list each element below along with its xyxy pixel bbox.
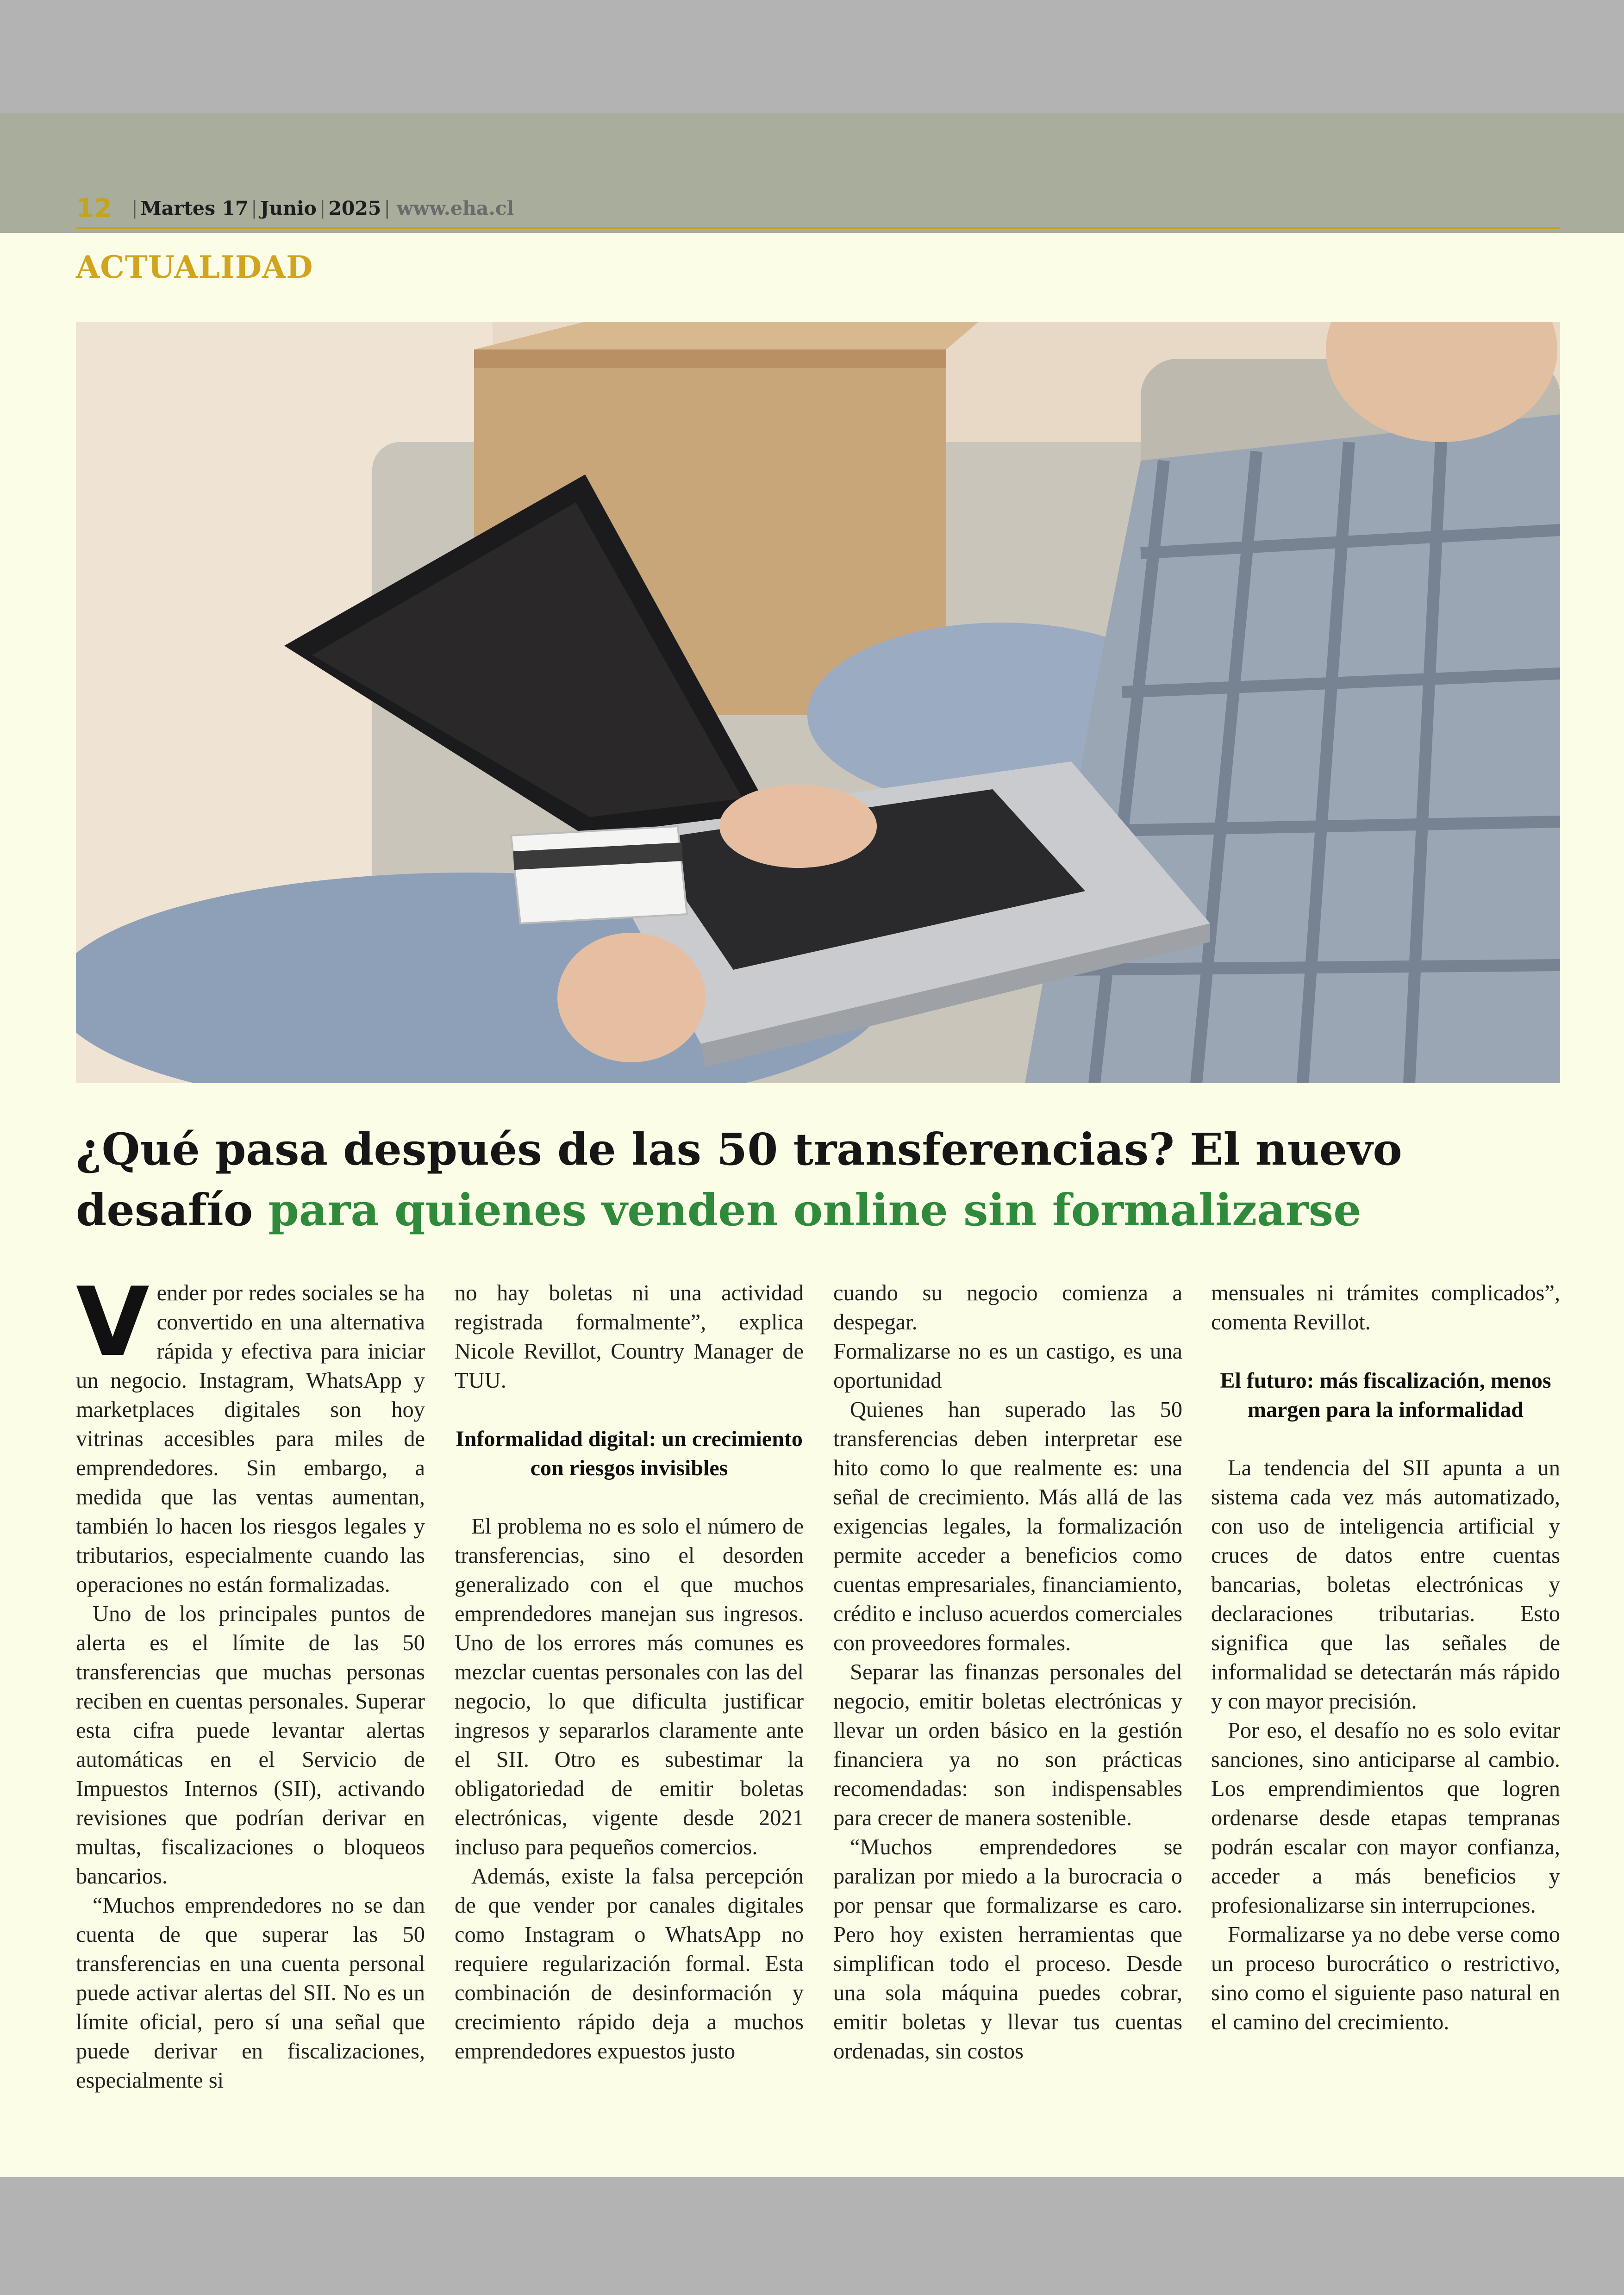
article-paragraph: cuando su negocio comienza a despegar. [833, 1281, 1182, 1335]
folio-separator: | [251, 198, 257, 219]
folio-line [76, 194, 514, 222]
paragraph-text: ender por redes sociales se ha convertido en una alternativa rápida y efectiva para iniciar un negocio. Instagram, WhatsApp y marketplaces digitales son hoy vitrinas accesibles para miles de emprendedores. Sin embargo, a medida que las ventas aumentan, también lo hacen los riesgos legales y tributarios, especialmente cuando las operaciones no están formalizadas. [76, 1281, 425, 1597]
folio-weekday: Martes 17 [140, 197, 249, 219]
article-subhead: Informalidad digital: un crecimiento con riesgos invisibles [456, 1427, 803, 1480]
hero-photo [76, 322, 1560, 1083]
article-paragraph: “Muchos emprendedores se paralizan por miedo a la burocracia o por pensar que formalizarse es caro. Pero hoy existen herramientas que simplifican todo el proceso. Desde una sola máquina puedes cobrar, emitir boletas y llevar tus cuentas ordenadas, sin costos [833, 1835, 1182, 2064]
folio-website-link[interactable]: www.eha.cl [396, 197, 514, 219]
headline-accent: para quienes venden online sin formalizarse [268, 1185, 1362, 1236]
article-column-2 [455, 1278, 804, 2066]
folio-separator: | [131, 198, 138, 219]
article-subhead: El futuro: más fiscalización, menos margen para la informalidad [1220, 1368, 1551, 1422]
folio-separator: | [384, 198, 390, 219]
folio-separator: | [319, 198, 326, 219]
headline [76, 1119, 1560, 1241]
headline-main: ¿Qué pasa después de las 50 transferencias? El nuevo desafío [76, 1124, 1402, 1236]
article-paragraph: Además, existe la falsa percepción de que vender por canales digitales como Instagram o WhatsApp no requiere regularización formal. Esta combinación de desinformación y crecimiento rápido deja a muchos emprendedores expuestos justo [455, 1864, 804, 2064]
article-paragraph: Uno de los principales puntos de alerta es el límite de las 50 transferencias que muchas personas reciben en cuentas personales. Superar esta cifra puede levantar alertas automáticas en el Servicio de Impuestos Internos (SII), activando revisiones que podrían derivar en multas, fiscalizaciones o bloqueos bancarios. [76, 1602, 425, 1889]
article-paragraph: Por eso, el desafío no es solo evitar sanciones, sino anticiparse al cambio. Los emprendimientos que logren ordenarse desde etapas tempranas podrán escalar con mayor confianza, acceder a más beneficios y profesionalizarse sin interrupciones. [1211, 1718, 1560, 1918]
article-paragraph: “Muchos emprendedores no se dan cuenta de que superar las 50 transferencias en una cuenta personal puede activar alertas del SII. No es un límite oficial, pero sí una señal que puede derivar en fiscalizaciones, especialmente si [76, 1893, 425, 2093]
article-paragraph: Formalizarse no es un castigo, es una oportunidad [833, 1339, 1182, 1393]
article-column-1 [76, 1267, 425, 2095]
article-column-3 [833, 1278, 1182, 2066]
article-paragraph: Quienes han superado las 50 transferencias deben interpretar ese hito como lo que realmente es: una señal de crecimiento. Más allá de las exigencias legales, la formalización permite acceder a beneficios como cuentas empresariales, financiamiento, crédito e incluso acuerdos comerciales con proveedores formales. [833, 1397, 1182, 1655]
article-paragraph: Separar las finanzas personales del negocio, emitir boletas electrónicas y llevar un orden básico en la gestión financiera ya no son prácticas recomendadas: son indispensables para crecer de manera sostenible. [833, 1660, 1182, 1830]
header-rule [76, 227, 1560, 229]
folio-month: Junio [260, 197, 317, 219]
page-number: 12 [76, 193, 112, 224]
article-paragraph: mensuales ni trámites complicados”, comenta Revillot. [1211, 1281, 1560, 1335]
article-column-4 [1211, 1278, 1560, 2037]
article-paragraph: La tendencia del SII apunta a un sistema cada vez más automatizado, con uso de inteligencia artificial y cruces de datos entre cuentas bancarias, boletas electrónicas y declaraciones tributarias. Esto significa que las señales de informalidad se detectarán más rápido y con mayor precisión. [1211, 1456, 1560, 1714]
drop-cap: V [76, 1267, 150, 1378]
article-paragraph: El problema no es solo el número de transferencias, sino el desorden generalizado con el que muchos emprendedores manejan sus ingresos. Uno de los errores más comunes es mezclar cuentas personales con las del negocio, lo que dificulta justificar ingresos y separarlos claramente ante el SII. Otro es subestimar la obligatoriedad de emitir boletas electrónicas, vigente desde 2021 incluso para pequeños comercios. [455, 1514, 804, 1859]
article-paragraph: no hay boletas ni una actividad registrada formalmente”, explica Nicole Revillot, Country Manager de TUU. [455, 1281, 804, 1393]
folio-year: 2025 [328, 197, 381, 219]
article-paragraph [76, 1267, 425, 1599]
photo-person-laptop-icon [76, 322, 1560, 1083]
article-paragraph: Formalizarse ya no debe verse como un proceso burocrático o restrictivo, sino como el siguiente paso natural en el camino del crecimiento. [1211, 1922, 1560, 2034]
section-label: ACTUALIDAD [76, 249, 313, 285]
